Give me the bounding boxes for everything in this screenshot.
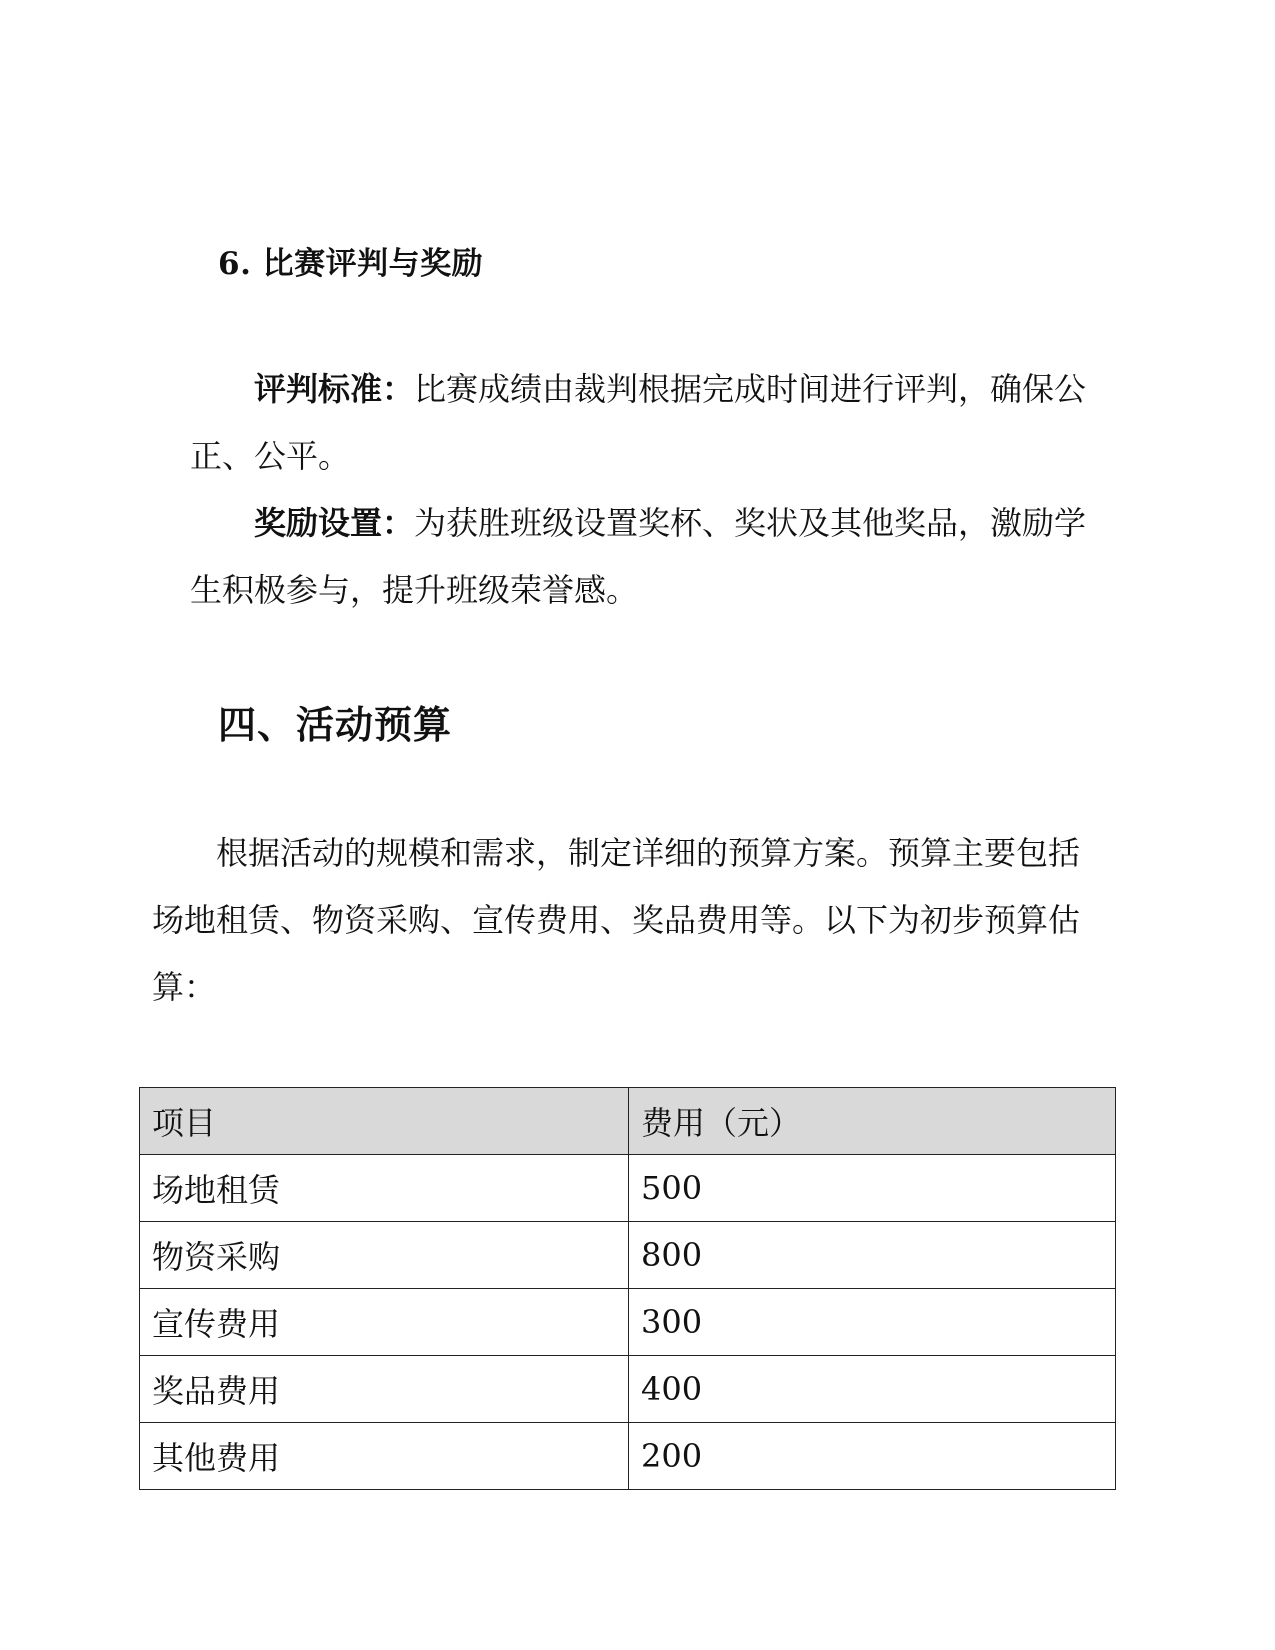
- budget-intro-line-1: 根据活动的规模和需求，制定详细的预算方案。预算主要包括: [216, 834, 1081, 872]
- row-item: 物资采购: [140, 1222, 629, 1289]
- budget-table: [139, 1087, 1116, 1490]
- table-row: [140, 1289, 1116, 1356]
- budget-intro-line-2: 场地租赁、物资采购、宣传费用、奖品费用等。以下为初步预算估: [152, 901, 1081, 939]
- row-item: 奖品费用: [140, 1356, 629, 1423]
- budget-intro-line-3: 算：: [152, 968, 217, 1006]
- table-row: [140, 1423, 1116, 1490]
- table-header-row: [140, 1088, 1116, 1155]
- judging-criteria-paragraph: [190, 356, 1086, 490]
- award-setup-line-1: [190, 490, 1086, 557]
- table-row: [140, 1356, 1116, 1423]
- judging-criteria-label: 评判标准：: [254, 370, 415, 408]
- row-cost: 400: [629, 1356, 1116, 1423]
- row-cost: 500: [629, 1155, 1116, 1222]
- header-item: 项目: [140, 1088, 629, 1155]
- table-row: [140, 1155, 1116, 1222]
- section-6-heading: 6. 比赛评判与奖励: [218, 246, 484, 282]
- award-setup-paragraph: [190, 490, 1086, 624]
- row-cost: 300: [629, 1289, 1116, 1356]
- judging-criteria-line-1: [190, 356, 1086, 423]
- judging-criteria-text: 比赛成绩由裁判根据完成时间进行评判，确保公: [414, 370, 1087, 408]
- row-cost: 200: [629, 1423, 1116, 1490]
- award-setup-text: 为获胜班级设置奖杯、奖状及其他奖品，激励学: [414, 504, 1087, 542]
- row-item: 宣传费用: [140, 1289, 629, 1356]
- judging-criteria-line-2: 正、公平。: [190, 437, 351, 475]
- header-cost: 费用（元）: [629, 1088, 1116, 1155]
- table-row: [140, 1222, 1116, 1289]
- budget-section-title: 四、活动预算: [218, 702, 453, 747]
- row-item: 其他费用: [140, 1423, 629, 1490]
- award-setup-line-2: 生积极参与，提升班级荣誉感。: [190, 571, 639, 609]
- row-item: 场地租赁: [140, 1155, 629, 1222]
- row-cost: 800: [629, 1222, 1116, 1289]
- budget-intro-paragraph: [152, 820, 1080, 1021]
- award-setup-label: 奖励设置：: [254, 504, 415, 542]
